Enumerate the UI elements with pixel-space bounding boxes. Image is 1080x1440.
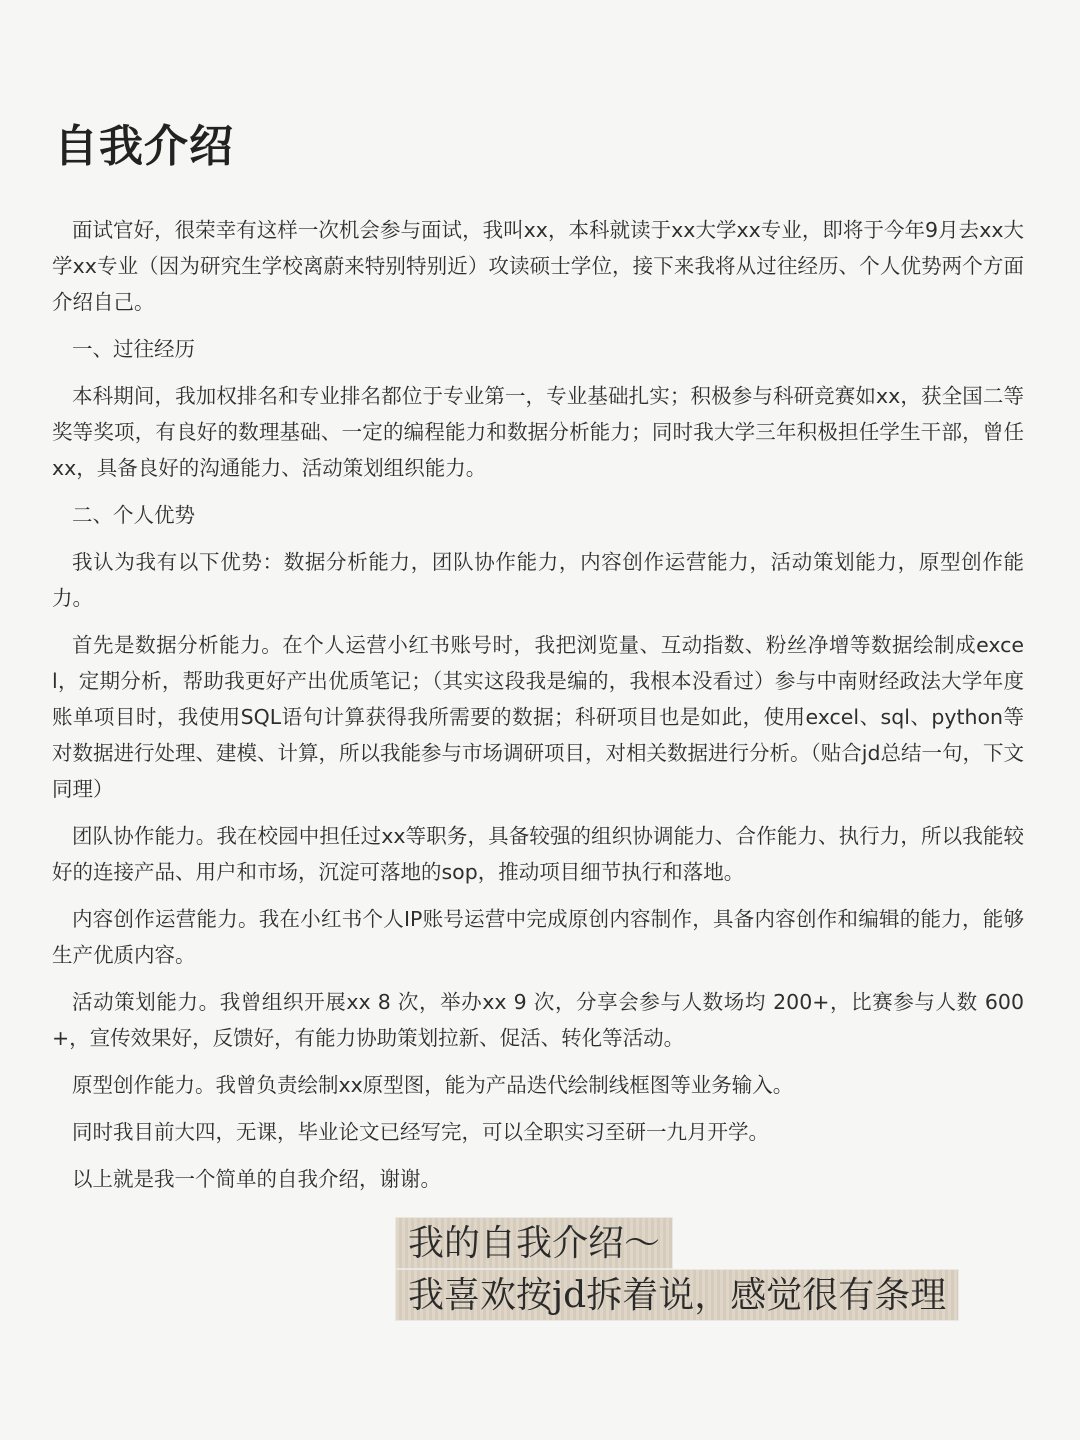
section-heading-past-experience: 一、过往经历: [72, 337, 195, 361]
intro-paragraph: 面试官好，很荣幸有这样一次机会参与面试，我叫xx，本科就读于xx大学xx专业，即将于今年9月去xx大学xx专业（因为研究生学校离蔚来特别特别近）攻读硕士学位，接下来我将从过往经历、个人优势两个方面介绍自己。: [52, 218, 1024, 314]
teamwork-paragraph: 团队协作能力。我在校园中担任过xx等职务，具备较强的组织协调能力、合作能力、执行力，所以我能较好的连接产品、用户和市场，沉淀可落地的sop，推动项目细节执行和落地。: [52, 824, 1024, 884]
closing-paragraph: 以上就是我一个简单的自我介绍，谢谢。: [72, 1167, 441, 1191]
past-experience-paragraph: 本科期间，我加权排名和专业排名都位于专业第一，专业基础扎实；积极参与科研竞赛如xx，获全国二等奖等奖项，有良好的数理基础、一定的编程能力和数据分析能力；同时我大学三年积极担任学生干部，曾任xx，具备良好的沟通能力、活动策划组织能力。: [52, 384, 1024, 480]
note-line-1: 我的自我介绍～: [396, 1218, 672, 1268]
event-planning-paragraph: 活动策划能力。我曾组织开展xx 8 次，举办xx 9 次，分享会参与人数场均 200+，比赛参与人数 600+，宣传效果好，反馈好，有能力协助策划拉新、促活、转化等活动。: [52, 990, 1024, 1050]
availability-paragraph: 同时我目前大四，无课，毕业论文已经写完，可以全职实习至研一九月开学。: [72, 1120, 769, 1144]
strengths-summary-paragraph: 我认为我有以下优势：数据分析能力，团队协作能力，内容创作运营能力，活动策划能力，原型创作能力。: [52, 550, 1024, 610]
prototype-paragraph: 原型创作能力。我曾负责绘制xx原型图，能为产品迭代绘制线框图等业务输入。: [72, 1073, 794, 1097]
page-title: 自我介绍: [54, 121, 234, 172]
content-operation-paragraph: 内容创作运营能力。我在小红书个人IP账号运营中完成原创内容制作，具备内容创作和编辑的能力，能够生产优质内容。: [52, 907, 1024, 967]
paper-note-sticker: [396, 1218, 1036, 1320]
section-heading-strengths: 二、个人优势: [72, 503, 195, 527]
document-body: [52, 212, 1024, 1208]
note-line-2: 我喜欢按jd拆着说，感觉很有条理: [396, 1270, 958, 1320]
data-analysis-paragraph: 首先是数据分析能力。在个人运营小红书账号时，我把浏览量、互动指数、粉丝净增等数据绘制成excel，定期分析，帮助我更好产出优质笔记；（其实这段我是编的，我根本没看过）参与中南财经政法大学年度账单项目时，我使用SQL语句计算获得我所需要的数据；科研项目也是如此，使用excel、sql、python等对数据进行处理、建模、计算，所以我能参与市场调研项目，对相关数据进行分析。（贴合jd总结一句，下文同理）: [52, 633, 1024, 801]
